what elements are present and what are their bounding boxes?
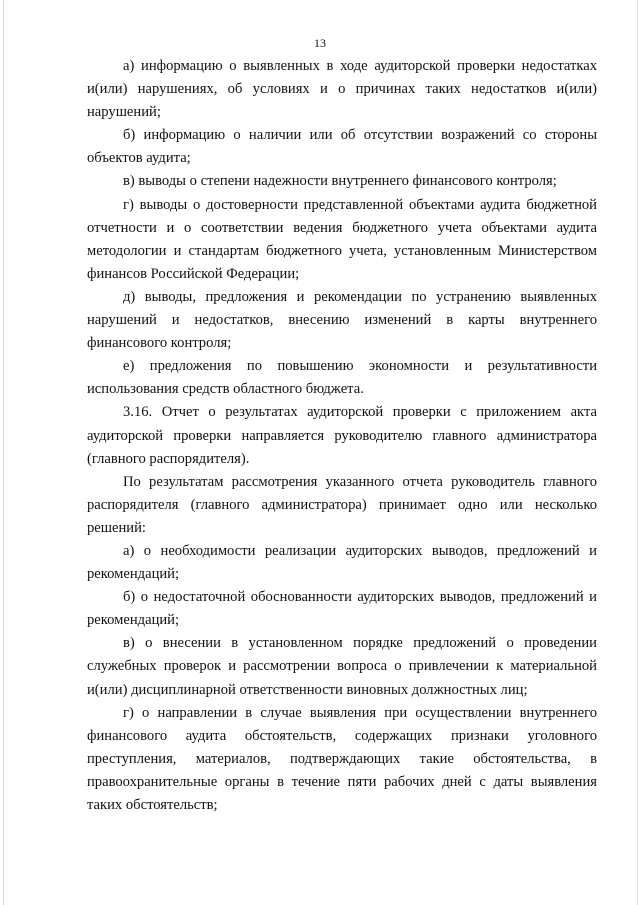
paragraph-item-d-recommendations: д) выводы, предложения и рекомендации по устранению выявленных нарушений и недостатков, внесению изменений в карты внутреннего финансового контроля; <box>87 288 597 352</box>
paragraph-decision-b: б) о недостаточной обоснованности аудиторских выводов, предложений и рекомендаций; <box>87 589 597 629</box>
scan-edge-left <box>3 0 4 905</box>
paragraph-decision-g: г) о направлении в случае выявления при осуществлении внутреннего финансового аудита обстоятельств, содержащих признаки уголовного преступления, материалов, подтверждающих такие обстоятельства, в правоохранительные органы в течение пяти рабочих дней с даты выявления таких обстоятельств; <box>87 704 597 813</box>
paragraph-section-3-16: 3.16. Отчет о результатах аудиторской проверки с приложением акта аудиторской проверки направляется руководителю главного администратора (главного распорядителя). <box>87 404 597 467</box>
paragraph-decisions-intro: По результатам рассмотрения указанного отчета руководитель главного распорядителя (главного администратора) принимает одно или несколько решений: <box>87 473 597 536</box>
document-body <box>87 55 597 817</box>
paragraph-item-b-objections: б) информацию о наличии или об отсутствии возражений со стороны объектов аудита; <box>87 127 597 167</box>
page-number: 13 <box>314 36 326 50</box>
paragraph-item-e-efficiency-proposals: е) предложения по повышению экономности и результативности использования средств областного бюджета. <box>87 358 597 398</box>
paragraph-item-a-findings: а) информацию о выявленных в ходе аудиторской проверки недостатках и(или) нарушениях, об условиях и о причинах таких недостатков и(или) нарушений; <box>87 58 597 121</box>
paragraph-item-v-control-reliability: в) выводы о степени надежности внутреннего финансового контроля; <box>123 173 557 190</box>
paragraph-item-g-reporting-reliability: г) выводы о достоверности представленной объектами аудита бюджетной отчетности и о соответствии ведения бюджетного учета объектами аудита методологии и стандартам бюджетного учета, установленным Министерством финансов Российской Федерации; <box>87 196 597 282</box>
paragraph-decision-a: а) о необходимости реализации аудиторских выводов, предложений и рекомендаций; <box>87 542 597 583</box>
scan-edge-right <box>637 0 638 905</box>
paragraph-decision-v: в) о внесении в установленном порядке предложений о проведении служебных проверок и рассмотрении вопроса о привлечении к материальной и(или) дисциплинарной ответственности виновных должностных лиц; <box>87 635 597 698</box>
